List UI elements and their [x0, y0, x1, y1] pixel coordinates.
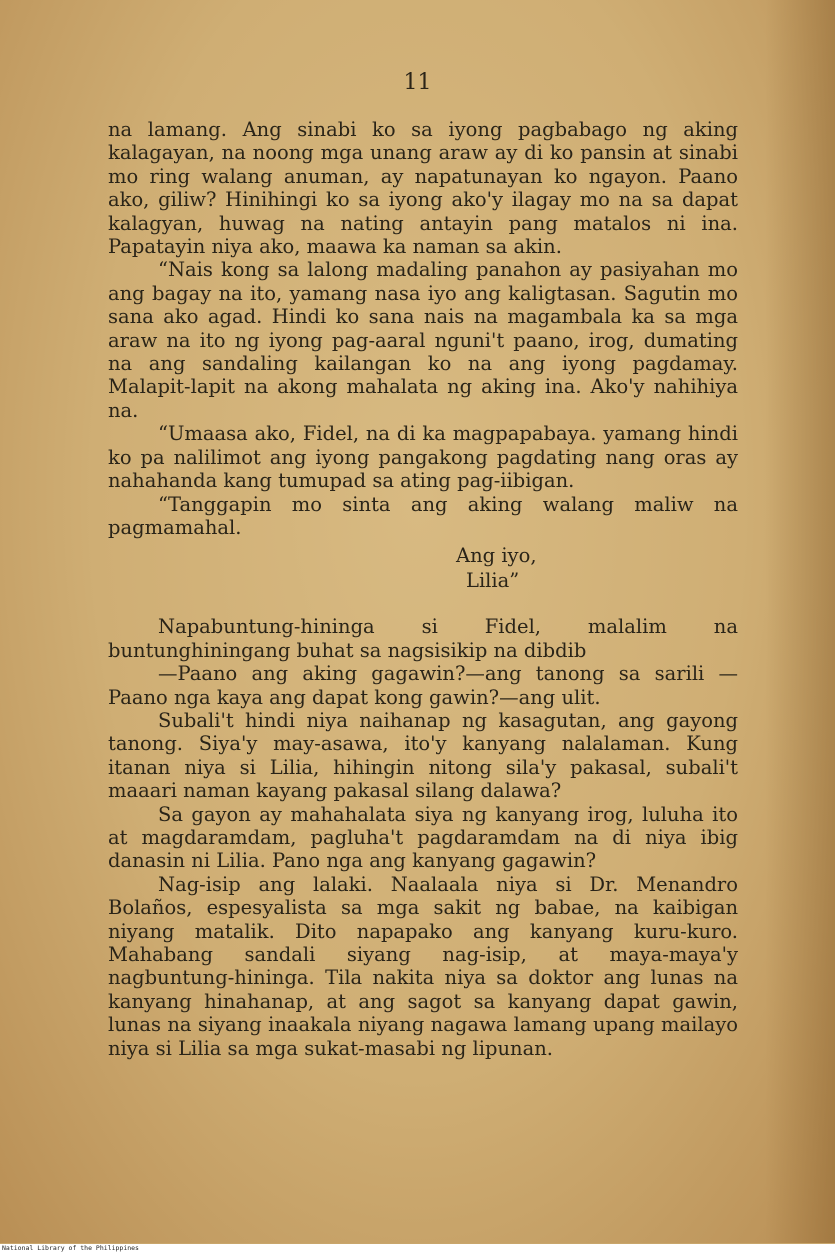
paragraph-4: “Tanggapin mo sinta ang aking walang maliw na pagmamahal.: [108, 492, 738, 539]
signature-closing: Ang iyo,: [456, 544, 537, 568]
paragraph-5: Napabuntung-hininga si Fidel, malalim na buntunghiningang buhat sa nagsisikip na dibdib: [108, 615, 738, 662]
paragraph-7: Subali't hindi niya naihanap ng kasagutan, ang gayong tanong. Siya'y may-asawa, ito'y kanyang nalalaman. Kung itanan niya si Lilia, hihingin nitong sila'y pakasal, subali't maaari naman kayang pakasal silang dalawa?: [108, 708, 738, 803]
library-footer: National Library of the Philippines: [0, 1244, 835, 1253]
page-number: 11: [403, 70, 432, 95]
section-gap: [108, 593, 738, 615]
signature-name: Lilia”: [466, 569, 520, 593]
paragraph-6: —Paano ang aking gagawin?—ang tanong sa sarili —Paano nga kaya ang dapat kong gawin?—ang ulit.: [108, 662, 738, 709]
paragraph-9: Nag-isip ang lalaki. Naalaala niya si Dr. Menandro Bolaños, espesyalista sa mga sakit ng babae, na kaibigan niyang matalik. Dito napapako ang kanyang kuru-kuro. Mahabang sandali siyang nag-isip, at maya-maya'y nagbuntung-hininga. Tila nakita niya sa doktor ang lunas na kanyang hinahanap, at ang sagot sa kanyang dapat gawin, lunas na siyang inaakala niyang nagawa lamang upang mailayo niya si Lilia sa mga sukat-masabi ng lipunan.: [108, 872, 738, 1060]
paragraph-1: na lamang. Ang sinabi ko sa iyong pagbabago ng aking kalagayan, na noong mga unang araw ay di ko pansin at sinabi mo ring walang anuman, ay napatunayan ko ngayon. Paano ako, giliw? Hinihingi ko sa iyong ako'y ilagay mo na sa dapat kalagyan, huwag na nating antayin pang matalos ni ina. Papatayin niya ako, maawa ka naman sa akin.: [108, 118, 738, 259]
paragraph-8: Sa gayon ay mahahalata siya ng kanyang irog, luluha ito at magdaramdam, pagluha't pagdaramdam na di niya ibig danasin ni Lilia. Pano nga ang kanyang gagawin?: [108, 802, 738, 873]
letter-signature: [108, 543, 738, 593]
body-text: [108, 118, 738, 1060]
paragraph-3: “Umaasa ako, Fidel, na di ka magpapabaya. yamang hindi ko pa nalilimot ang iyong pangakong pagdating nang oras ay nahahanda kang tumupad sa ating pag-iibigan.: [108, 422, 738, 493]
paragraph-2: “Nais kong sa lalong madaling panahon ay pasiyahan mo ang bagay na ito, yamang nasa iyo ang kaligtasan. Sagutin mo sana ako agad. Hindi ko sana nais na magambala ka sa mga araw na ito ng iyong pag-aaral nguni't paano, irog, dumating na ang sandaling kailangan ko na ang iyong pagdamay. Malapit-lapit na akong mahalata ng aking ina. Ako'y nahihiya na.: [108, 258, 738, 422]
